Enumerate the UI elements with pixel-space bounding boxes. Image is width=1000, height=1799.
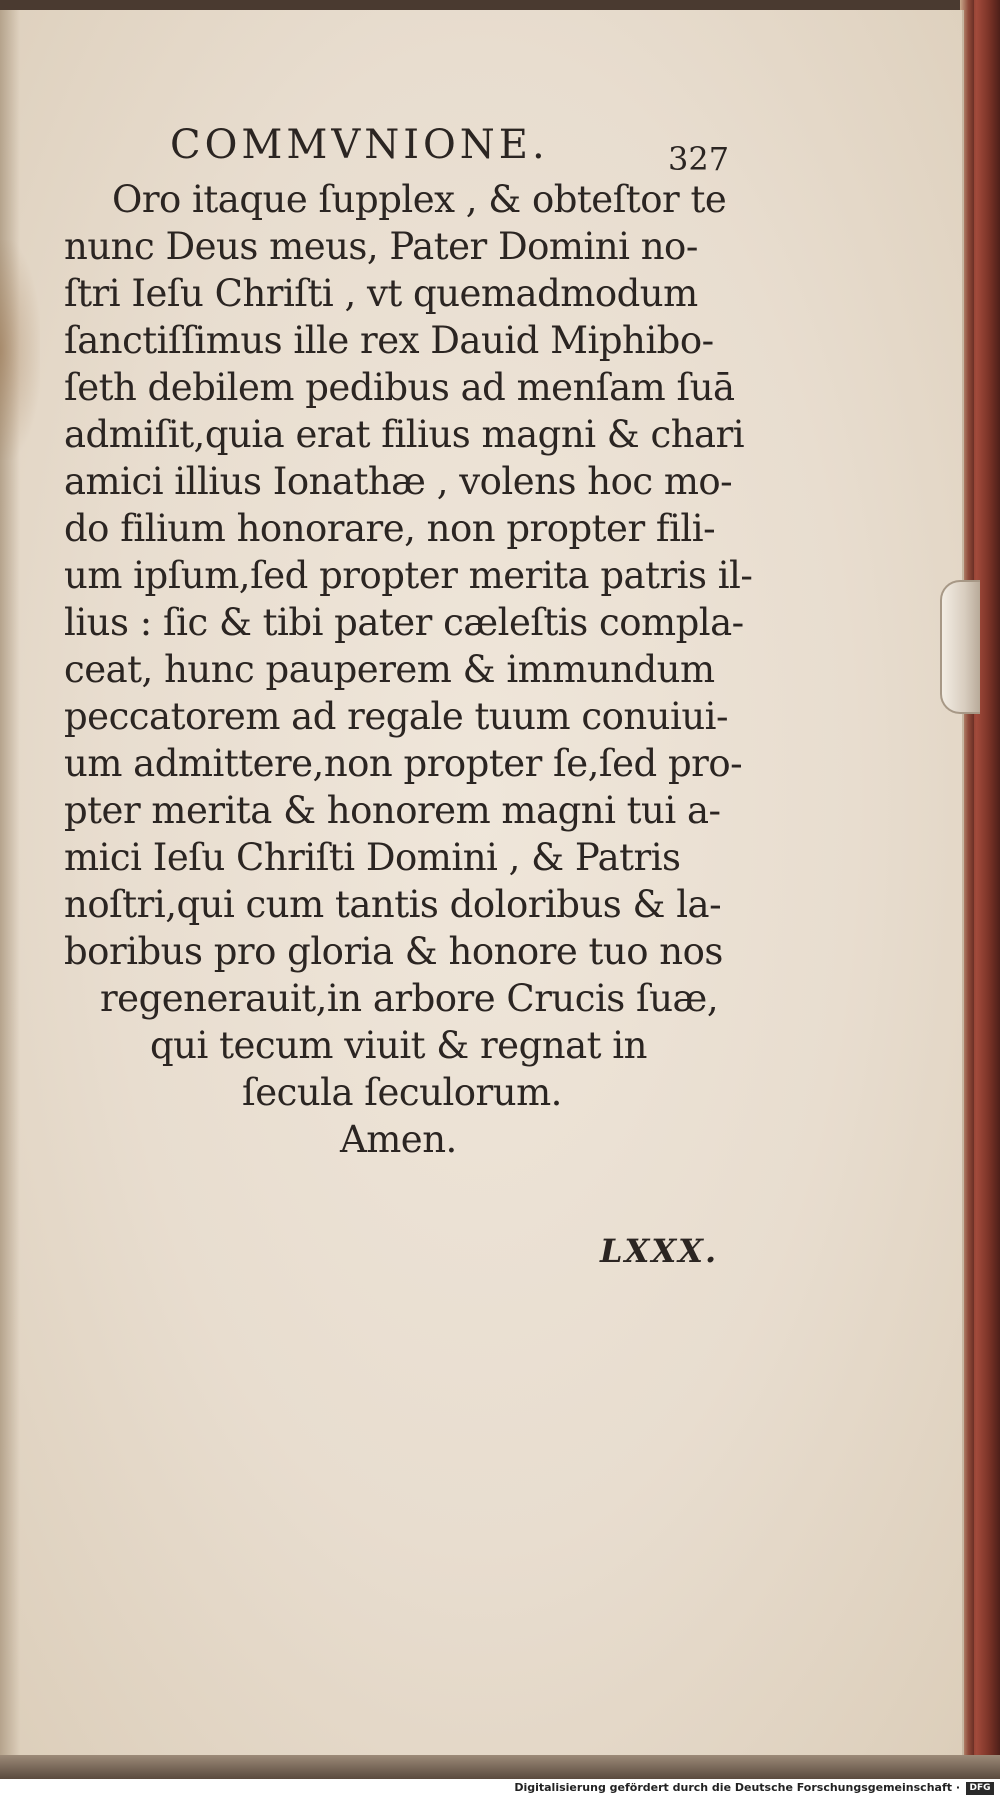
text-line: noſtri,qui cum tantis doloribus & la- (64, 883, 722, 926)
running-head: COMMVNIONE. (170, 122, 549, 168)
text-line: mici Ieſu Chriſti Domini , & Patris (64, 836, 681, 879)
text-line: admiſit,quia erat filius magni & chari (64, 413, 745, 456)
text-line: um admittere,non propter ſe,ſed pro- (64, 742, 743, 785)
page-number: 327 (668, 140, 730, 178)
text-line: boribus pro gloria & honore tuo nos (64, 930, 723, 973)
text-line: lius : ſic & tibi pater cæleſtis compla- (64, 601, 744, 644)
text-line: ſanctiſſimus ille rex Dauid Miphibo- (64, 319, 714, 362)
funding-credit: Digitalisierung gefördert durch die Deutsche Forschungsgemeinschaft · (514, 1781, 960, 1794)
text-line: qui tecum viuit & regnat in (150, 1024, 647, 1067)
text-line: ceat, hunc pauperem & immundum (64, 648, 715, 691)
text-line: Oro itaque ſupplex , & obteſtor te (112, 178, 727, 221)
text-line: nunc Deus meus, Pater Domini no- (64, 225, 698, 268)
text-line: amici illius Ionathæ , volens hoc mo- (64, 460, 733, 503)
catchword: LXXX. (600, 1232, 719, 1270)
text-line: do filium honorare, non propter fili- (64, 507, 716, 550)
page-clip (940, 580, 980, 714)
text-line: ſecula ſeculorum. (242, 1071, 562, 1114)
page-stain (0, 240, 40, 460)
dfg-logo-icon: DFG (966, 1782, 994, 1795)
text-line: regenerauit,in arbore Crucis ſuæ, (100, 977, 719, 1020)
text-line: ſeth debilem pedibus ad menſam ſuā (64, 366, 735, 409)
text-line: Amen. (340, 1118, 457, 1161)
text-line: pter merita & honorem magni tui a- (64, 789, 721, 832)
footer-bar (0, 1779, 1000, 1799)
bottom-edge (0, 1755, 1000, 1779)
text-line: ſtri Ieſu Chriſti , vt quemadmodum (64, 272, 698, 315)
text-line: peccatorem ad regale tuum conuiui- (64, 695, 729, 738)
text-line: um ipſum,ſed propter merita patris il- (64, 554, 753, 597)
